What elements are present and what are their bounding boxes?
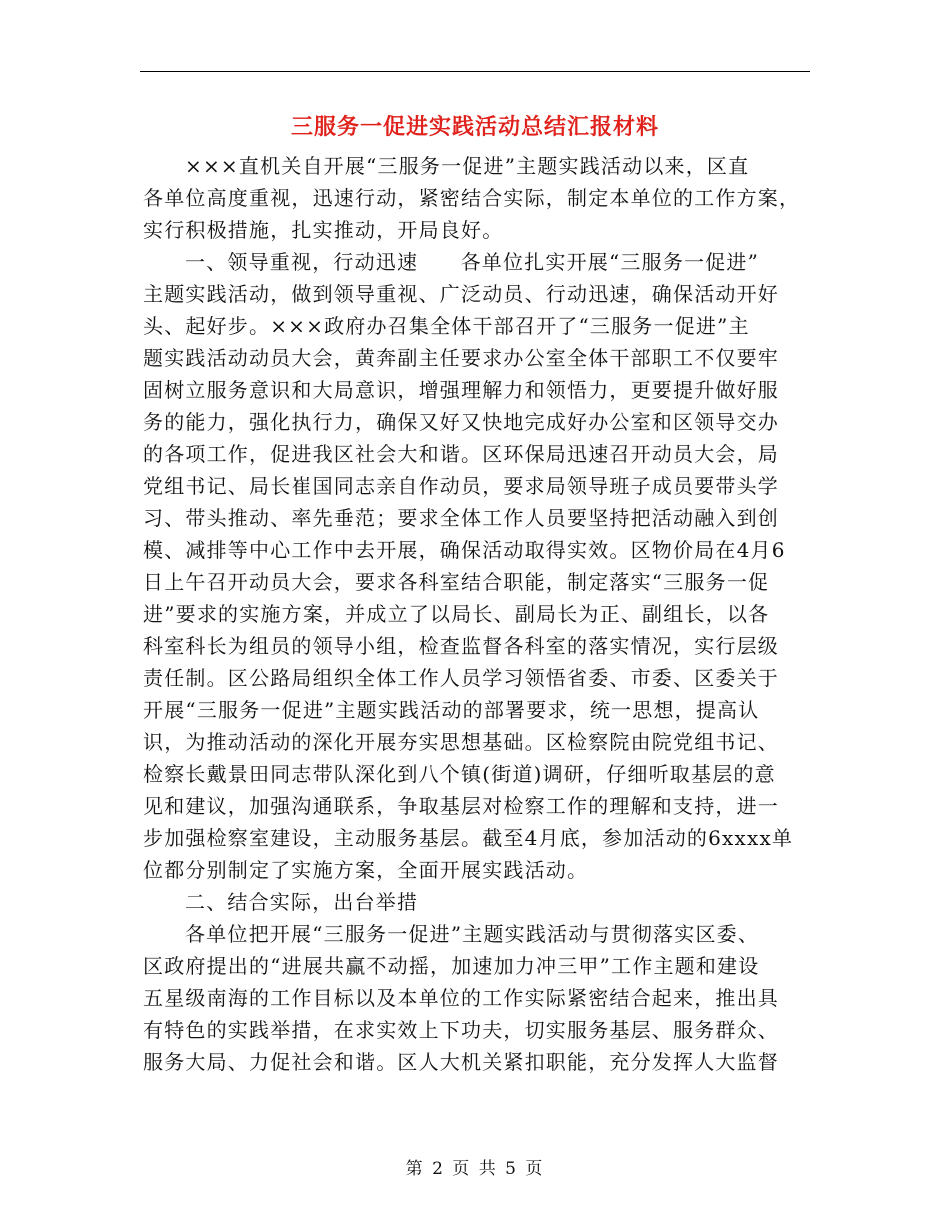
body-line: 步加强检察室建设，主动服务基层。截至4月底，参加活动的6xxxx单 bbox=[143, 826, 794, 850]
body-line: 检察长戴景田同志带队深化到八个镇(街道)调研，仔细听取基层的意 bbox=[143, 762, 776, 786]
body-line: 头、起好步。×××政府办召集全体干部召开了“三服务一促进”主 bbox=[143, 314, 750, 338]
header-rule bbox=[140, 71, 810, 72]
body-line: 进”要求的实施方案，并成立了以局长、副局长为正、副组长，以各 bbox=[143, 602, 770, 626]
body-line: 区政府提出的“进展共赢不动摇，加速加力冲三甲”工作主题和建设 bbox=[143, 954, 760, 978]
body-line: ×××直机关自开展“三服务一促进”主题实践活动以来，区直 bbox=[185, 154, 750, 178]
body-line: 各单位把开展“三服务一促进”主题实践活动与贯彻落实区委、 bbox=[185, 922, 760, 946]
body-line: 各单位高度重视，迅速行动，紧密结合实际，制定本单位的工作方案， bbox=[143, 186, 801, 210]
body-line: 有特色的实践举措，在求实效上下功夫，切实服务基层、服务群众、 bbox=[143, 1018, 779, 1042]
body-line: 见和建议，加强沟通联系，争取基层对检察工作的理解和支持，进一 bbox=[143, 794, 779, 818]
document-body bbox=[143, 150, 805, 1078]
body-line: 五星级南海的工作目标以及本单位的工作实际紧密结合起来，推出具 bbox=[143, 986, 779, 1010]
body-line: 题实践活动动员大会，黄奔副主任要求办公室全体干部职工不仅要牢 bbox=[143, 346, 779, 370]
body-line: 的各项工作，促进我区社会大和谐。区环保局迅速召开动员大会，局 bbox=[143, 442, 779, 466]
body-line: 习、带头推动、率先垂范；要求全体工作人员要坚持把活动融入到创 bbox=[143, 506, 779, 530]
body-line: 位都分别制定了实施方案，全面开展实践活动。 bbox=[143, 858, 589, 882]
body-line: 固树立服务意识和大局意识，增强理解力和领悟力，更要提升做好服 bbox=[143, 378, 779, 402]
body-line: 模、减排等中心工作中去开展，确保活动取得实效。区物价局在4月6 bbox=[143, 538, 786, 562]
body-line: 责任制。区公路局组织全体工作人员学习领悟省委、市委、区委关于 bbox=[143, 666, 779, 690]
body-line: 二、结合实际，出台举措 bbox=[185, 890, 419, 914]
body-line: 务的能力，强化执行力，确保又好又快地完成好办公室和区领导交办 bbox=[143, 410, 779, 434]
document-title: 三服务一促进实践活动总结汇报材料 bbox=[290, 114, 659, 140]
body-line: 服务大局、力促社会和谐。区人大机关紧扣职能，充分发挥人大监督 bbox=[143, 1050, 779, 1074]
body-line: 一、领导重视，行动迅速 各单位扎实开展“三服务一促进” bbox=[185, 250, 760, 274]
body-line: 科室科长为组员的领导小组，检查监督各科室的落实情况，实行层级 bbox=[143, 634, 779, 658]
body-line: 日上午召开动员大会，要求各科室结合职能，制定落实“三服务一促 bbox=[143, 570, 770, 594]
page-footer: 第 2 页 共 5 页 bbox=[405, 1159, 545, 1179]
body-line: 开展“三服务一促进”主题实践活动的部署要求，统一思想，提高认 bbox=[143, 698, 760, 722]
body-line: 识，为推动活动的深化开展夯实思想基础。区检察院由院党组书记、 bbox=[143, 730, 779, 754]
body-line: 主题实践活动，做到领导重视、广泛动员、行动迅速，确保活动开好 bbox=[143, 282, 779, 306]
body-line: 实行积极措施，扎实推动，开局良好。 bbox=[143, 218, 504, 242]
body-line: 党组书记、局长崔国同志亲自作动员，要求局领导班子成员要带头学 bbox=[143, 474, 779, 498]
